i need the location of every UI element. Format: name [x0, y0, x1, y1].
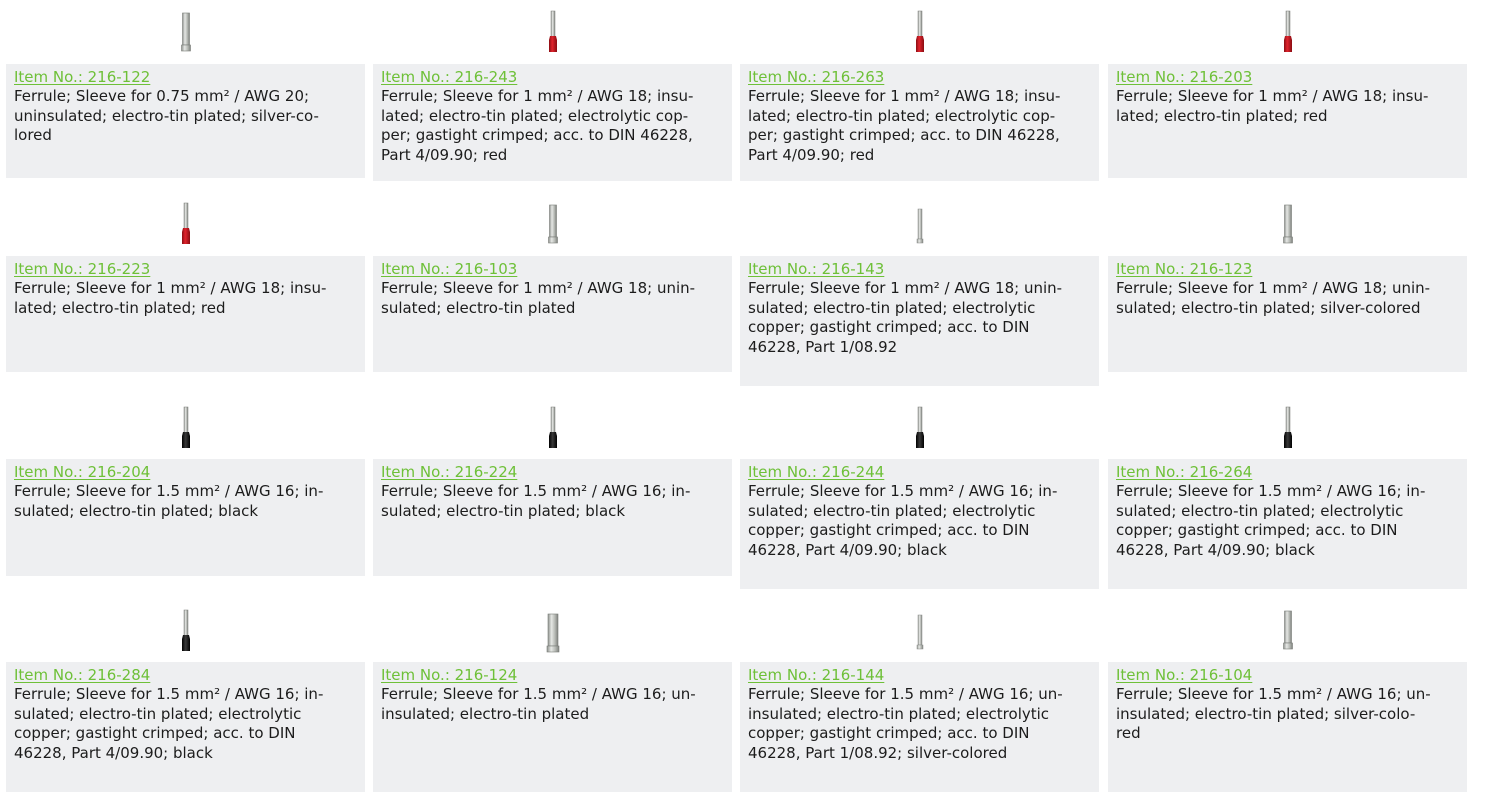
product-card [740, 192, 1099, 386]
product-info-box [740, 459, 1099, 589]
product-image-area [6, 0, 365, 64]
item-number-link[interactable]: Item No.: 216-123 [1116, 260, 1253, 278]
product-info-box [740, 662, 1099, 792]
ferrule-red-icon[interactable] [1282, 10, 1294, 54]
item-number-link[interactable]: Item No.: 216-143 [748, 260, 885, 278]
ferrule-uninsulated-wide-icon[interactable] [546, 613, 560, 653]
product-image-area [373, 0, 732, 64]
product-description: Ferrule; Sleeve for 1 mm² / AWG 18; unin- sulated; electro-tin plated; electrolytic copper; gastight crimped; acc. to DIN 46228, Part 1/08.92 [748, 279, 1063, 356]
product-info-box [740, 256, 1099, 386]
ferrule-black-icon[interactable] [180, 406, 192, 450]
product-card [6, 0, 365, 178]
product-info-box [6, 459, 365, 576]
product-card [740, 395, 1099, 589]
product-description: Ferrule; Sleeve for 1 mm² / AWG 18; unin- sulated; electro-tin plated; silver-colored [1116, 279, 1431, 317]
product-card [6, 395, 365, 576]
item-number-link[interactable]: Item No.: 216-144 [748, 666, 885, 684]
product-info-box [6, 662, 365, 792]
product-description: Ferrule; Sleeve for 1.5 mm² / AWG 16; in- sulated; electro-tin plated; black [14, 482, 324, 520]
product-info-box [1108, 459, 1467, 589]
ferrule-black-icon[interactable] [180, 609, 192, 653]
product-info-box [740, 64, 1099, 181]
item-number-link[interactable]: Item No.: 216-223 [14, 260, 151, 278]
product-info-box [1108, 64, 1467, 178]
product-info-box [373, 662, 732, 792]
product-description: Ferrule; Sleeve for 1 mm² / AWG 18; insu- lated; electro-tin plated; electrolytic cop- per; gastight crimped; acc. to DIN 46228, Part 4/09.90; red [748, 87, 1061, 164]
product-description: Ferrule; Sleeve for 1.5 mm² / AWG 16; in- sulated; electro-tin plated; electrolytic copper; gastight crimped; acc. to DIN 46228, Part 4/09.90; black [748, 482, 1058, 559]
product-card [373, 0, 732, 181]
ferrule-red-icon[interactable] [914, 10, 926, 54]
product-description: Ferrule; Sleeve for 0.75 mm² / AWG 20; uninsulated; electro-tin plated; silver-co- lored [14, 87, 319, 145]
product-description: Ferrule; Sleeve for 1.5 mm² / AWG 16; un- insulated; electro-tin plated; silver-colo- red [1116, 685, 1431, 743]
product-image-area [740, 192, 1099, 256]
ferrule-uninsulated-thin-icon[interactable] [916, 208, 924, 244]
product-card [6, 598, 365, 792]
product-info-box [6, 256, 365, 372]
product-description: Ferrule; Sleeve for 1 mm² / AWG 18; insu- lated; electro-tin plated; red [14, 279, 327, 317]
product-image-area [6, 192, 365, 256]
product-card [1108, 395, 1467, 589]
product-card [740, 598, 1099, 792]
item-number-link[interactable]: Item No.: 216-122 [14, 68, 151, 86]
product-description: Ferrule; Sleeve for 1 mm² / AWG 18; insu- lated; electro-tin plated; red [1116, 87, 1429, 125]
item-number-link[interactable]: Item No.: 216-244 [748, 463, 885, 481]
ferrule-uninsulated-icon[interactable] [1282, 610, 1293, 650]
product-card [740, 0, 1099, 181]
product-image-area [1108, 192, 1467, 256]
product-description: Ferrule; Sleeve for 1.5 mm² / AWG 16; in- sulated; electro-tin plated; electrolytic copper; gastight crimped; acc. to DIN 46228, Part 4/09.90; black [1116, 482, 1426, 559]
product-image-area [6, 395, 365, 459]
ferrule-uninsulated-icon[interactable] [547, 204, 558, 244]
product-description: Ferrule; Sleeve for 1.5 mm² / AWG 16; in- sulated; electro-tin plated; black [381, 482, 691, 520]
product-image-area [373, 395, 732, 459]
product-card [1108, 0, 1467, 178]
ferrule-uninsulated-icon[interactable] [1282, 204, 1293, 244]
product-info-box [1108, 256, 1467, 372]
ferrule-uninsulated-icon[interactable] [180, 12, 191, 52]
product-image-area [6, 598, 365, 662]
item-number-link[interactable]: Item No.: 216-124 [381, 666, 518, 684]
product-description: Ferrule; Sleeve for 1 mm² / AWG 18; unin- sulated; electro-tin plated [381, 279, 696, 317]
product-description: Ferrule; Sleeve for 1.5 mm² / AWG 16; un- insulated; electro-tin plated [381, 685, 696, 723]
item-number-link[interactable]: Item No.: 216-263 [748, 68, 885, 86]
item-number-link[interactable]: Item No.: 216-243 [381, 68, 518, 86]
product-card [1108, 192, 1467, 372]
product-image-area [740, 0, 1099, 64]
ferrule-black-icon[interactable] [914, 406, 926, 450]
product-image-area [373, 598, 732, 662]
item-number-link[interactable]: Item No.: 216-264 [1116, 463, 1253, 481]
item-number-link[interactable]: Item No.: 216-224 [381, 463, 518, 481]
product-card [6, 192, 365, 372]
product-card [373, 598, 732, 792]
product-image-area [373, 192, 732, 256]
product-info-box [1108, 662, 1467, 792]
product-image-area [1108, 395, 1467, 459]
item-number-link[interactable]: Item No.: 216-284 [14, 666, 151, 684]
item-number-link[interactable]: Item No.: 216-104 [1116, 666, 1253, 684]
item-number-link[interactable]: Item No.: 216-203 [1116, 68, 1253, 86]
product-image-area [1108, 598, 1467, 662]
product-info-box [373, 64, 732, 181]
ferrule-black-icon[interactable] [1282, 406, 1294, 450]
product-description: Ferrule; Sleeve for 1 mm² / AWG 18; insu- lated; electro-tin plated; electrolytic cop- per; gastight crimped; acc. to DIN 46228, Part 4/09.90; red [381, 87, 694, 164]
product-description: Ferrule; Sleeve for 1.5 mm² / AWG 16; un- insulated; electro-tin plated; electrolytic copper; gastight crimped; acc. to DIN 46228, Part 1/08.92; silver-colored [748, 685, 1063, 762]
ferrule-red-icon[interactable] [547, 10, 559, 54]
product-image-area [1108, 0, 1467, 64]
product-description: Ferrule; Sleeve for 1.5 mm² / AWG 16; in- sulated; electro-tin plated; electrolytic copper; gastight crimped; acc. to DIN 46228, Part 4/09.90; black [14, 685, 324, 762]
ferrule-uninsulated-thin-icon[interactable] [916, 614, 924, 650]
product-card [1108, 598, 1467, 792]
product-info-box [373, 459, 732, 576]
product-info-box [6, 64, 365, 178]
product-image-area [740, 395, 1099, 459]
product-card [373, 395, 732, 576]
item-number-link[interactable]: Item No.: 216-204 [14, 463, 151, 481]
product-image-area [740, 598, 1099, 662]
product-card [373, 192, 732, 372]
product-info-box [373, 256, 732, 372]
ferrule-black-icon[interactable] [547, 406, 559, 450]
item-number-link[interactable]: Item No.: 216-103 [381, 260, 518, 278]
ferrule-red-icon[interactable] [180, 202, 192, 246]
